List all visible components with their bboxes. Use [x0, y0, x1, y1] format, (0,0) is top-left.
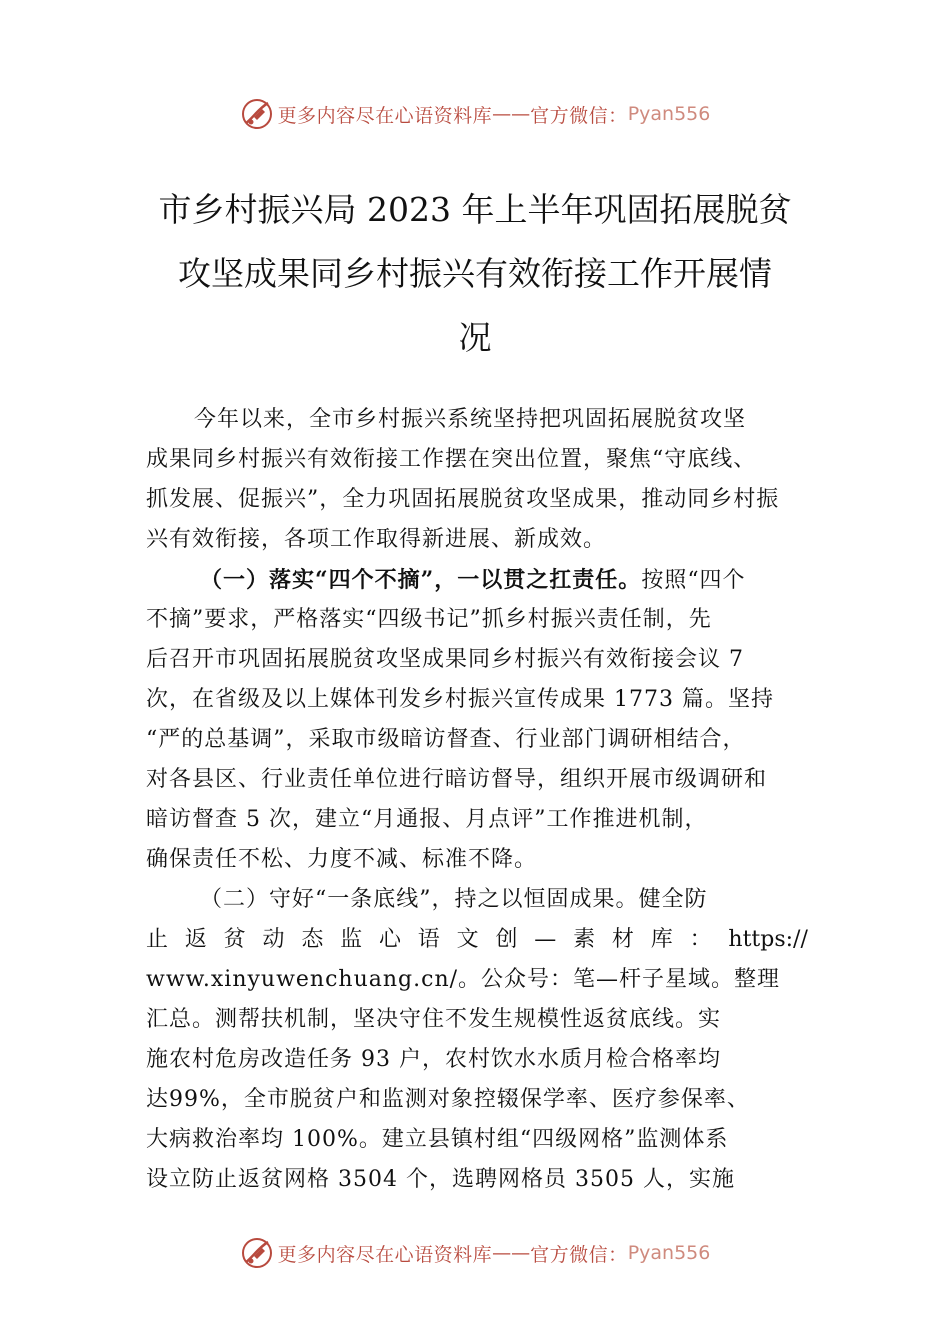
banner-separator: —— [492, 103, 531, 125]
p3-char: 材 [611, 927, 634, 952]
header-banner [0, 94, 950, 134]
p1-line: 成果同乡村振兴有效衔接工作摆在突出位置，聚焦“守底线、 [146, 447, 757, 472]
p2-line: 次，在省级及以上媒体刊发乡村振兴宣传成果 1773 篇。坚持 [146, 687, 774, 712]
document-title [0, 178, 950, 370]
banner-wechat-id: Pyan556 [627, 103, 711, 125]
p3-line: 汇总。测帮扶机制，坚决守住不发生规模性返贫底线。实 [146, 1007, 722, 1032]
p2-heading: （一）落实“四个不摘”，一以贯之扛责任。 [200, 567, 642, 593]
footer-banner [0, 1233, 950, 1273]
p3-char: 心 [378, 927, 401, 952]
document-body [146, 400, 808, 1200]
p3-char: 贫 [223, 927, 246, 952]
p2-line: 暗访督查 5 次，建立“月通报、月点评”工作推进机制， [146, 807, 708, 832]
banner-separator: —— [492, 1242, 531, 1264]
p2-line: 不摘”要求，严格落实“四级书记”抓乡村振兴责任制，先 [146, 607, 712, 632]
banner-wechat-label: 官方微信： [530, 1243, 628, 1266]
p3-char: 态 [301, 927, 324, 952]
p2-line: 确保责任不松、力度不减、标准不降。 [146, 847, 538, 872]
p3-char: ： [689, 927, 712, 952]
p3-line: 设立防止返贫网格 3504 个，选聘网格员 3505 人，实施 [146, 1167, 735, 1192]
p3-char: — [534, 927, 557, 952]
p3-first-line: （二）守好“一条底线”，持之以恒固成果。健全防 [200, 887, 708, 912]
p1-line: 兴有效衔接，各项工作取得新进展、新成效。 [146, 527, 607, 552]
p3-char: 监 [340, 927, 363, 952]
p3-char: 返 [184, 927, 207, 952]
title-line-1: 市乡村振兴局 2023 年上半年巩固拓展脱贫 [158, 190, 792, 229]
p1-line: 抓发展、促振兴”，全力巩固拓展脱贫攻坚成果，推动同乡村振 [146, 487, 780, 512]
p3-char: 止 [146, 927, 169, 952]
p3-char: 文 [456, 927, 479, 952]
banner-wechat-id: Pyan556 [627, 1242, 711, 1264]
p3-line: 施农村危房改造任务 93 户，农村饮水水质月检合格率均 [146, 1047, 721, 1072]
p2-line: 对各县区、行业责任单位进行暗访督导，组织开展市级调研和 [146, 767, 768, 792]
p3-url-fragment: https:// [728, 927, 808, 952]
banner-wechat-label: 官方微信： [530, 104, 628, 127]
p2-first-line [146, 560, 808, 600]
pen-seal-logo-icon [240, 97, 274, 131]
banner-text: 更多内容尽在心语资料库 [277, 104, 493, 127]
title-line-3: 况 [458, 318, 492, 357]
p3-line: 达99%，全市脱贫户和监测对象控辍保学率、医疗参保率、 [146, 1087, 750, 1112]
p2-first-rest: 按照“四个 [641, 568, 746, 593]
p2-line: 后召开市巩固拓展脱贫攻坚成果同乡村振兴有效衔接会议 7 [146, 647, 744, 672]
title-line-2: 攻坚成果同乡村振兴有效衔接工作开展情 [178, 254, 772, 293]
p3-char: 语 [417, 927, 440, 952]
p3-char: 动 [262, 927, 285, 952]
p3-line: 大病救治率均 100%。建立县镇村组“四级网格”监测体系 [146, 1127, 729, 1152]
p2-line: “严的总基调”，采取市级暗访督查、行业部门调研相结合， [146, 727, 746, 752]
p3-char: 创 [495, 927, 518, 952]
p3-char: 素 [573, 927, 596, 952]
p3-char: 库 [650, 927, 673, 952]
banner-text: 更多内容尽在心语资料库 [277, 1243, 493, 1266]
p3-line: www.xinyuwenchuang.cn/。公众号：笔—杆子星域。整理 [146, 967, 781, 992]
pen-seal-logo-icon [240, 1236, 274, 1270]
p1-line: 今年以来，全市乡村振兴系统坚持把巩固拓展脱贫攻坚 [194, 407, 747, 432]
p3-justified-line [146, 920, 808, 960]
